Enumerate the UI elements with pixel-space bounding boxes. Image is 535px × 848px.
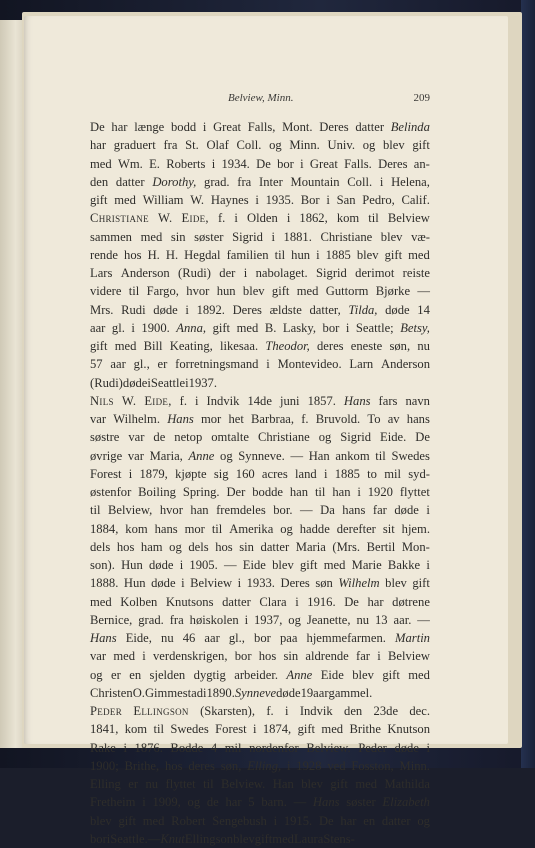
text-line: var med i verdenskrigen, bor hos sin aldrende far i Belview xyxy=(90,649,430,664)
text-line: gift med Bill Keating, likesaa. Theodor, deres eneste søn, nu xyxy=(90,339,430,353)
text-line: var Wilhelm. Hans mor het Barbraa, f. Bruvold. To av hans xyxy=(90,412,430,426)
text-line: 1884, kom hans mor til Amerika og hadde derefter sit hjem. xyxy=(90,521,430,536)
text-line: aar gl. i 1900. Anna, gift med B. Lasky, bor i Seattle; Betsy, xyxy=(90,320,430,335)
text-line: Christen O. Gimmestad i 1890. Synneve døde 19 aar gammel. xyxy=(90,685,373,700)
text-line: søstre var de netop omtalte Christiane og Sigrid Eide. De xyxy=(90,430,430,445)
text-line: Forest i 1879, kjøpte sig 160 acres land i 1885 to mil syd- xyxy=(90,466,430,481)
text-line: 1888. Hun døde i Belview i 1933. Deres søn Wilhelm blev gift xyxy=(90,576,430,591)
text-line: dels hos ham og dels hos sin datter Maria (Mrs. Bertil Mon- xyxy=(90,539,430,554)
text-line: Nils W. Eide, f. i Indvik 14de juni 1857. Hans fars navn xyxy=(90,393,430,408)
text-line: gift med William W. Haynes i 1935. Bor i San Pedro, Calif. xyxy=(90,193,430,207)
text-line: har graduert fra St. Olaf Coll. og Minn. Univ. og blev gift xyxy=(90,138,430,153)
body-text xyxy=(90,118,430,848)
text-line: videre til Fargo, hvor hun blev gift med Guttorm Bjørke — xyxy=(90,284,430,299)
text-line: Lars Anderson (Rudi) der i nabolaget. Sigrid derimot reiste xyxy=(90,266,430,280)
text-line: rende hos H. H. Hegdal familien til hun i 1885 blev gift med xyxy=(90,247,430,262)
running-title: Belview, Minn. xyxy=(228,92,294,104)
text-line: 1900; Brithe, hos deres søn, Elling, i 1928 ved Fosston, Minn. xyxy=(90,758,430,773)
text-line: og er en sjelden dygtig arbeider. Anne Eide blev gift med xyxy=(90,667,430,682)
text-line: Mrs. Rudi døde i 1892. Deres ældste datter, Tilda, døde 14 xyxy=(90,302,430,317)
text-line: (Rudi) døde i Seattle i 1937. xyxy=(90,375,217,390)
text-line: son). Hun døde i 1905. — Eide blev gift med Marie Bakke i xyxy=(90,558,430,572)
text-line: 1841, kom til Swedes Forest i 1874, gift med Brithe Knutson xyxy=(90,722,430,737)
text-line: Elling er nu flyttet til Belview. Han blev gift med Mathilda xyxy=(90,777,430,791)
text-line: østenfor Boiling Spring. Der bodde han til han i 1920 flyttet xyxy=(90,485,430,499)
text-line: den datter Dorothy, grad. fra Inter Mountain Coll. i Helena, xyxy=(90,174,430,189)
text-line: til Belview, hvor han fremdeles bor. — Da hans far døde i xyxy=(90,503,430,518)
text-line: med Wm. E. Roberts i 1934. De bor i Great Falls. Deres an- xyxy=(90,156,430,171)
text-line: Rake i 1876. Bodde 4 mil nordenfor Belview. Peder døde i xyxy=(90,740,430,755)
text-line: Hans Eide, nu 46 aar gl., bor paa hjemmefarmen. Martin xyxy=(90,631,430,645)
text-line: De har længe bodd i Great Falls, Mont. Deres datter Belinda xyxy=(90,120,430,134)
text-line: Christiane W. Eide, f. i Olden i 1862, kom til Belview xyxy=(90,211,430,226)
text-line: sammen med sin søster Sigrid i 1881. Christiane blev væ- xyxy=(90,229,430,244)
text-line: Peder Ellingson (Skarsten), f. i Indvik den 23de dec. xyxy=(90,704,430,718)
text-line: øvrige var Maria, Anne og Synneve. — Han ankom til Swedes xyxy=(90,448,430,463)
running-head xyxy=(90,92,430,108)
page-number: 209 xyxy=(413,92,430,104)
text-line: 57 aar gl., er forretningsmand i Montevideo. Larn Anderson xyxy=(90,357,430,372)
text-line: Bernice, grad. fra høiskolen i 1937, og Jeanette, nu 13 aar. — xyxy=(90,612,430,627)
text-line: blev gift med Robert Sengebush i 1915. De har en datter og xyxy=(90,813,430,828)
text-line: bor i Seattle. — Knut Ellingson blev gift med Laura Stens- xyxy=(90,831,355,846)
cover-edge xyxy=(521,0,535,768)
text-line: med Kolben Knutsons datter Clara i 1916. De har døtrene xyxy=(90,594,430,609)
text-line: Fretheim i 1909, og de har 5 barn. — Hans søster Elizabeth xyxy=(90,795,430,810)
